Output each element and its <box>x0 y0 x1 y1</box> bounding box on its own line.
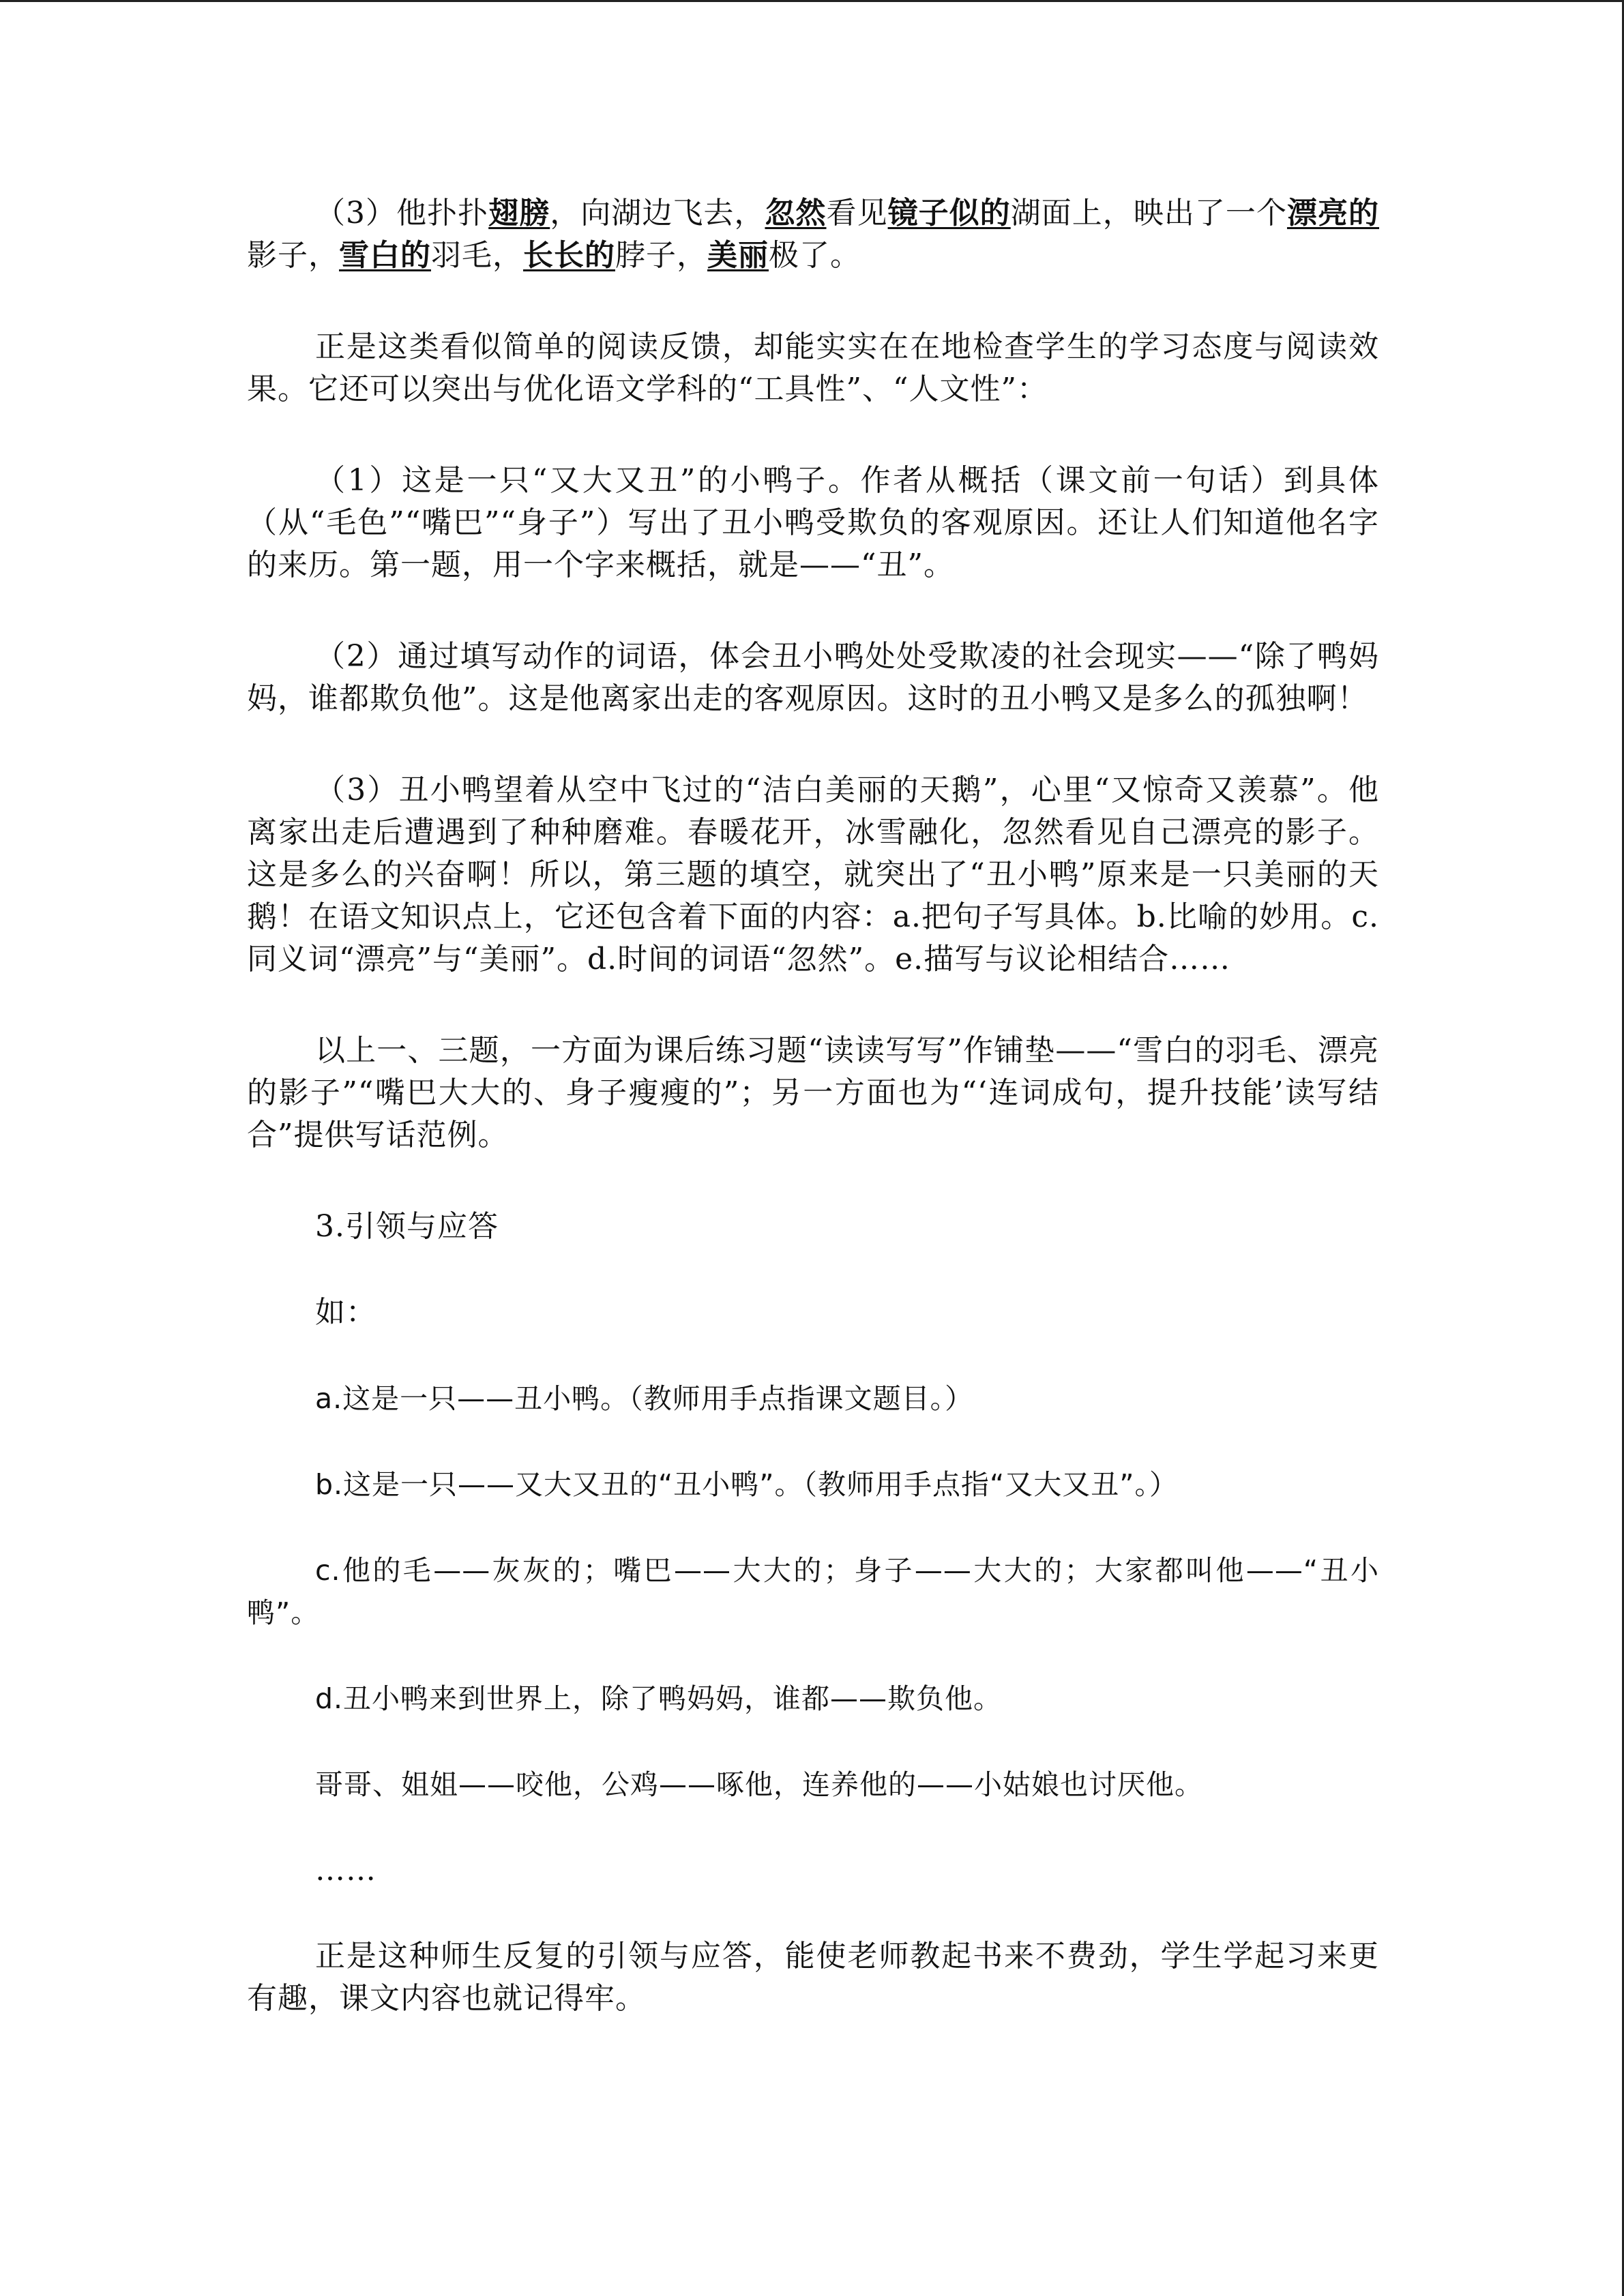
section-heading: 3.引领与应答 <box>315 1209 499 1244</box>
dialogue-item-b: b.这是一只——又大又丑的“丑小鸭”。（教师用手点指“又大又丑”。） <box>315 1468 1179 1501</box>
paragraph-point-2: （2）通过填写动作的词语，体会丑小鸭处处受欺凌的社会现实——“除了鸭妈妈，谁都欺负他”。这是他离家出走的客观原因。这时的丑小鸭又是多么的孤独啊！ <box>247 639 1379 716</box>
text-segment: 脖子， <box>615 238 707 273</box>
dialogue-item-d: d.丑小鸭来到世界上，除了鸭妈妈，谁都——欺负他。 <box>315 1682 1003 1715</box>
text-segment: 看见 <box>826 196 888 230</box>
text-segment: ，向湖边飞去， <box>550 196 765 230</box>
paragraph-example-sentence <box>247 192 1379 277</box>
text-segment: （3）他扑扑 <box>315 196 489 230</box>
highlighted-word: 美丽 <box>707 238 769 273</box>
dialogue-item-a: a.这是一只——丑小鸭。（教师用手点指课文题目。） <box>315 1382 974 1415</box>
text-segment: 羽毛， <box>431 238 523 273</box>
highlighted-word: 翅膀 <box>488 196 550 230</box>
highlighted-word: 长长的 <box>523 238 615 273</box>
highlighted-word: 镜子似的 <box>887 196 1011 230</box>
highlighted-word: 忽然 <box>765 196 827 230</box>
text-segment: 影子， <box>247 238 339 273</box>
text-segment: 湖面上，映出了一个 <box>1010 196 1287 230</box>
paragraph-point-1: （1）这是一只“又大又丑”的小鸭子。作者从概括（课文前一句话）到具体（从“毛色”“嘴巴”“身子”）写出了丑小鸭受欺负的客观原因。还让人们知道他名字的来历。第一题，用一个字来概括，就是——“丑”。 <box>247 463 1379 582</box>
paragraph-reading-feedback: 正是这类看似简单的阅读反馈，却能实实在在地检查学生的学习态度与阅读效果。它还可以突出与优化语文学科的“工具性”、“人文性”： <box>247 329 1379 406</box>
paragraph-conclusion: 正是这种师生反复的引领与应答，能使老师教起书来不费劲，学生学起习来更有趣，课文内容也就记得牢。 <box>247 1939 1379 2016</box>
highlighted-word: 漂亮的 <box>1286 196 1380 230</box>
ellipsis-line: …… <box>315 1853 377 1888</box>
document-body <box>247 192 1379 2069</box>
highlighted-word: 雪白的 <box>339 238 431 273</box>
text-segment: 极了。 <box>769 238 861 273</box>
dialogue-item-c: c.他的毛——灰灰的；嘴巴——大大的；身子——大大的；大家都叫他——“丑小鸭”。 <box>247 1554 1379 1629</box>
paragraph-point-3: （3）丑小鸭望着从空中飞过的“洁白美丽的天鹅”，心里“又惊奇又羡慕”。他离家出走后遭遇到了种种磨难。春暖花开，冰雪融化，忽然看见自己漂亮的影子。这是多么的兴奋啊！所以，第三题的填空，就突出了“丑小鸭”原来是一只美丽的天鹅！在语文知识点上，它还包含着下面的内容：a.把句子写具体。b.比喻的妙用。c.同义词“漂亮”与“美丽”。d.时间的词语“忽然”。e.描写与议论相结合…… <box>247 773 1379 976</box>
dialogue-item-d-continued: 哥哥、姐姐——咬他，公鸡——啄他，连养他的——小姑娘也讨厌他。 <box>315 1768 1203 1801</box>
paragraph-intro: 如： <box>315 1295 377 1330</box>
paragraph-summary: 以上一、三题，一方面为课后练习题“读读写写”作铺垫——“雪白的羽毛、漂亮的影子”“嘴巴大大的、身子瘦瘦的”；另一方面也为“‘连词成句，提升技能’读写结合”提供写话范例。 <box>247 1033 1379 1152</box>
